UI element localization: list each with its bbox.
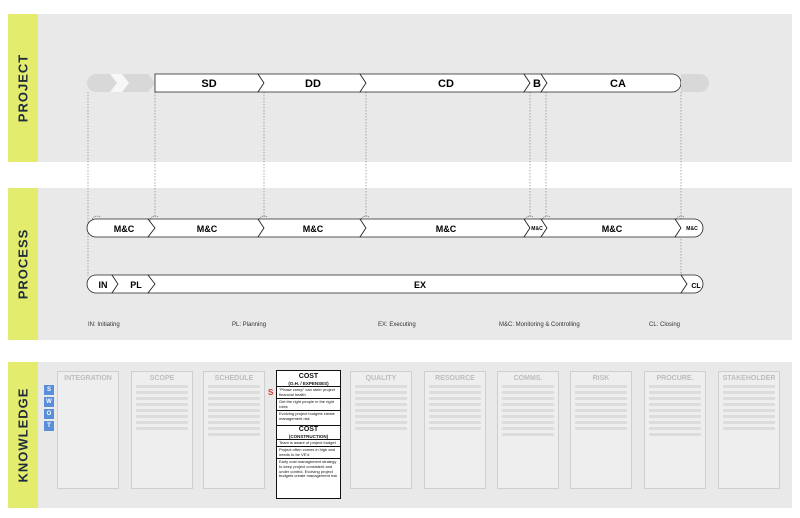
group-ex-label: EX [413, 280, 427, 290]
phase-dd-label: DD [305, 78, 321, 90]
mc-label-2: M&C [196, 224, 218, 234]
group-in-label: IN [98, 280, 108, 290]
phase-sd-label: SD [201, 78, 217, 90]
legend-initiating: IN: Initiating [88, 322, 120, 328]
post-phase-tail [681, 74, 709, 92]
phase-ca-label: CA [610, 78, 626, 90]
mc-label-6: M&C [601, 224, 623, 234]
process-section-label: PROCESS [8, 188, 38, 340]
knowledge-area-title: QUALITY [365, 375, 397, 382]
guide-lines [88, 92, 681, 276]
knowledge-area-quality [350, 371, 412, 489]
knowledge-area-resource [424, 371, 486, 489]
mc-label-1: M&C [113, 224, 135, 234]
mc-label-5: M&C [531, 226, 543, 232]
knowledge-area-title: SCHEDULE [214, 375, 254, 382]
cost-item: Team is aware of project budget [277, 439, 340, 447]
swot-s: S [44, 385, 54, 395]
cost-item: Get the right people in the right roles [277, 398, 340, 410]
knowledge-area-title: STAKEHOLDER [722, 375, 776, 382]
swot-w: W [44, 397, 54, 407]
knowledge-area-cost [276, 370, 341, 499]
knowledge-area-integration [57, 371, 119, 489]
knowledge-area-comms [497, 371, 559, 489]
knowledge-area-title: INTEGRATION [64, 375, 112, 382]
cost-item: "Phase creep" can steer project financial health [277, 386, 340, 398]
knowledge-area-procure [644, 371, 706, 489]
legend-closing: CL: Closing [649, 322, 681, 328]
legend-monitoring: M&C: Monitoring & Controlling [499, 322, 580, 328]
knowledge-area-risk [570, 371, 632, 489]
group-cl-label: CL [691, 283, 701, 290]
cost-title: COST [298, 373, 319, 380]
project-section-label: PROJECT [8, 14, 38, 162]
phase-b-label: B [533, 78, 541, 90]
legend-planning: PL: Planning [232, 322, 267, 328]
phase-cd-label: CD [438, 78, 454, 90]
knowledge-section-label: KNOWLEDGE [8, 362, 38, 508]
legend-executing: EX: Executing [378, 322, 416, 328]
knowledge-area-title: SCOPE [149, 375, 175, 382]
knowledge-area-title: RESOURCE [435, 375, 475, 382]
knowledge-area-title: RISK [592, 375, 610, 382]
mc-label-4: M&C [435, 224, 457, 234]
cost-construction-subtitle: (CONSTRUCTION) [288, 433, 329, 439]
group-pl-label: PL [130, 280, 142, 290]
knowledge-area-stakeholder [718, 371, 780, 489]
cost-item: Early cost management strategy to keep project consistent and under control. Evolving project budgets create management risk [277, 458, 340, 479]
strength-marker: S [268, 388, 274, 397]
cost-construction-title: COST [277, 425, 340, 434]
knowledge-area-title: PROCURE. [656, 375, 694, 382]
mc-label-3: M&C [302, 224, 324, 234]
cost-item: Evolving project budgets create management risk [277, 410, 340, 422]
cost-item: Project often comes in high and needs to be VE'd [277, 446, 340, 458]
swot-t: T [44, 421, 54, 431]
cost-subtitle: (O.H. / EXPENSES) [288, 381, 329, 386]
swot-o: O [44, 409, 54, 419]
knowledge-area-schedule [203, 371, 265, 489]
knowledge-area-title: COMMS. [513, 375, 543, 382]
mc-label-7: M&C [686, 226, 698, 232]
knowledge-area-scope [131, 371, 193, 489]
